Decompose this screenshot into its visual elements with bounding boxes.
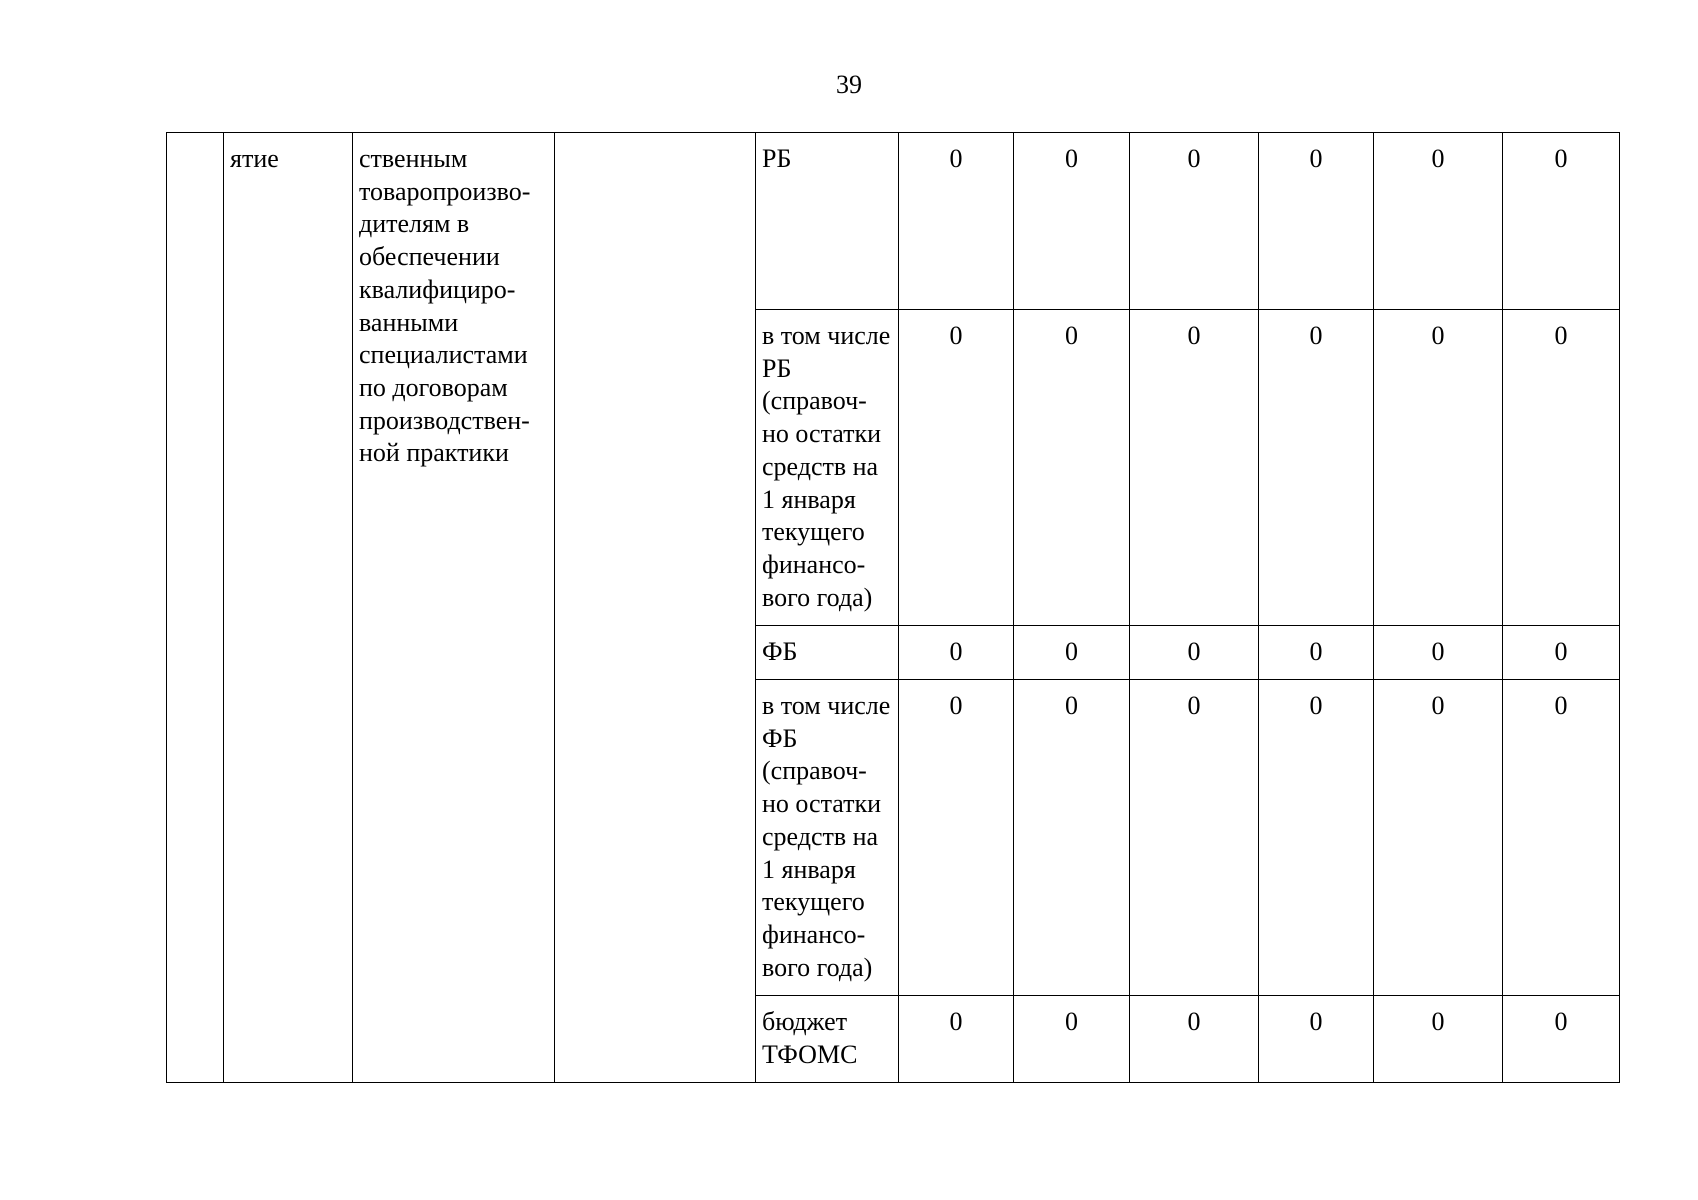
value-cell: 0 xyxy=(1259,310,1374,626)
value-cell: 0 xyxy=(1014,996,1130,1083)
value-cell: 0 xyxy=(1014,310,1130,626)
value-cell: 0 xyxy=(1259,680,1374,996)
value-cell: 0 xyxy=(1130,133,1259,310)
value-cell: 0 xyxy=(1374,680,1503,996)
value-cell: 0 xyxy=(1259,996,1374,1083)
value-cell: 0 xyxy=(1374,133,1503,310)
value-cell: 0 xyxy=(1014,680,1130,996)
funding-source-cell: в том числе РБ (справоч-но остатки средств на 1 января текущего финансо-вого года) xyxy=(756,310,899,626)
value-cell: 0 xyxy=(1374,626,1503,680)
value-cell: 0 xyxy=(1014,626,1130,680)
page-number: 39 xyxy=(836,70,862,99)
value-cell: 0 xyxy=(1259,133,1374,310)
value-cell: 0 xyxy=(1374,996,1503,1083)
value-cell: 0 xyxy=(1503,996,1620,1083)
value-cell: 0 xyxy=(1503,310,1620,626)
funding-source-cell: РБ xyxy=(756,133,899,310)
value-cell: 0 xyxy=(899,680,1014,996)
value-cell: 0 xyxy=(1130,626,1259,680)
table-row xyxy=(167,133,1620,310)
funding-source-cell: бюджет ТФОМС xyxy=(756,996,899,1083)
value-cell: 0 xyxy=(1503,133,1620,310)
value-cell: 0 xyxy=(899,996,1014,1083)
event-cell: ятие xyxy=(224,133,353,1083)
value-cell: 0 xyxy=(1503,626,1620,680)
value-cell: 0 xyxy=(1259,626,1374,680)
value-cell: 0 xyxy=(899,133,1014,310)
executor-cell xyxy=(555,133,756,1083)
value-cell: 0 xyxy=(899,626,1014,680)
value-cell: 0 xyxy=(1130,310,1259,626)
budget-table xyxy=(166,132,1620,1083)
funding-source-cell: ФБ xyxy=(756,626,899,680)
value-cell: 0 xyxy=(1014,133,1130,310)
value-cell: 0 xyxy=(1503,680,1620,996)
number-cell xyxy=(167,133,224,1083)
description-cell: ственным товаропроизво-дителям в обеспечении квалифициро-ванными специалистами по договорам производствен-ной практики xyxy=(353,133,555,1083)
value-cell: 0 xyxy=(1374,310,1503,626)
value-cell: 0 xyxy=(1130,680,1259,996)
value-cell: 0 xyxy=(899,310,1014,626)
funding-source-cell: в том числе ФБ (справоч-но остатки средств на 1 января текущего финансо-вого года) xyxy=(756,680,899,996)
value-cell: 0 xyxy=(1130,996,1259,1083)
